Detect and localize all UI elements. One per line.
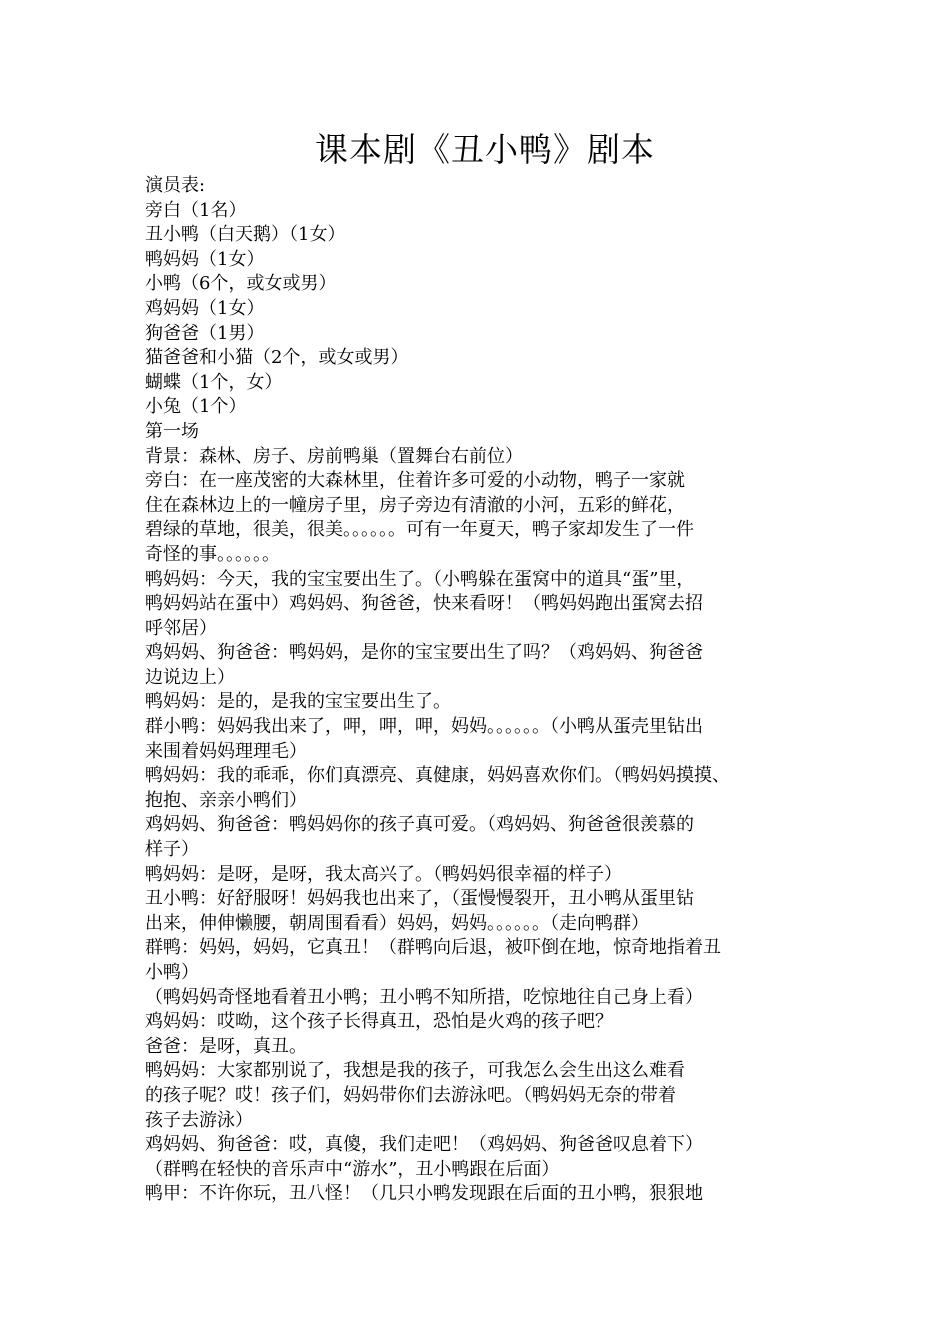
script-line: 抱抱、亲亲小鸭们） [145, 789, 307, 811]
script-line: 丑小鸭：好舒服呀！妈妈我也出来了，（蛋慢慢裂开，丑小鸭从蛋里钻 [145, 888, 694, 910]
script-line: 小鸭（6个，或女或男） [145, 273, 337, 295]
script-line: 来围着妈妈理理毛） [145, 740, 307, 762]
script-line: 的孩子呢？哎！孩子们，妈妈带你们去游泳吧。（鸭妈妈无奈的带着 [145, 1084, 676, 1106]
script-line: 呼邻居） [145, 617, 217, 639]
script-line: 鸭妈妈：我的乖乖，你们真漂亮、真健康，妈妈喜欢你们。（鸭妈妈摸摸、 [145, 765, 730, 787]
script-line: 背景：森林、房子、房前鸭巢（置舞台右前位） [145, 445, 523, 467]
script-line: 鸭妈妈：大家都别说了，我想是我的孩子，可我怎么会生出这么难看 [145, 1060, 685, 1082]
script-line: 狗爸爸（1男） [145, 322, 265, 344]
script-line: 爸爸：是呀，真丑。 [145, 1035, 307, 1057]
script-line: 旁白：在一座茂密的大森林里，住着许多可爱的小动物，鸭子一家就 [145, 470, 685, 492]
script-line: 鸡妈妈：哎呦，这个孩子长得真丑，恐怕是火鸡的孩子吧？ [145, 1011, 613, 1033]
script-line: 鸡妈妈、狗爸爸：鸭妈妈你的孩子真可爱。（鸡妈妈、狗爸爸很羡慕的 [145, 814, 694, 836]
script-line: 孩子去游泳） [145, 1109, 253, 1131]
script-line: 鸭妈妈（1女） [145, 248, 265, 270]
script-line: 猫爸爸和小猫（2个，或女或男） [145, 347, 409, 369]
script-line: 鸡妈妈、狗爸爸：哎，真傻，我们走吧！（鸡妈妈、狗爸爸叹息着下） [145, 1134, 703, 1156]
script-line: 鸡妈妈、狗爸爸：鸭妈妈，是你的宝宝要出生了吗？（鸡妈妈、狗爸爸 [145, 642, 703, 664]
document-title: 课本剧《丑小鸭》剧本 [315, 130, 655, 169]
script-line: 鸭甲：不许你玩，丑八怪！（几只小鸭发现跟在后面的丑小鸭，狠狠地 [145, 1183, 703, 1205]
script-body [145, 174, 825, 1207]
script-line: （鸭妈妈奇怪地看着丑小鸭；丑小鸭不知所措，吃惊地往自己身上看） [145, 986, 703, 1008]
script-line: （群鸭在轻快的音乐声中“游水”，丑小鸭跟在后面） [145, 1158, 560, 1180]
script-line: 蝴蝶（1个，女） [145, 371, 283, 393]
script-line: 鸭妈妈：是呀，是呀，我太高兴了。（鸭妈妈很幸福的样子） [145, 863, 622, 885]
script-line: 丑小鸭（白天鹅）（1女） [145, 224, 346, 246]
script-line: 群小鸭：妈妈我出来了，呷，呷，呷，妈妈。。。。。。（小鸭从蛋壳里钻出 [145, 716, 703, 738]
script-line: 小兔（1个） [145, 396, 247, 418]
script-line: 鸭妈妈：是的，是我的宝宝要出生了。 [145, 691, 451, 713]
script-line: 群鸭：妈妈，妈妈，它真丑！（群鸭向后退，被吓倒在地，惊奇地指着丑 [145, 937, 721, 959]
script-line: 住在森林边上的一幢房子里，房子旁边有清澈的小河，五彩的鲜花， [145, 494, 685, 516]
script-line: 奇怪的事。。。。。。 [145, 543, 280, 565]
script-line: 旁白（1名） [145, 199, 247, 221]
script-line: 鸭妈妈站在蛋中）鸡妈妈、狗爸爸，快来看呀！（鸭妈妈跑出蛋窝去招 [145, 593, 703, 615]
script-line: 碧绿的草地，很美，很美。。。。。。可有一年夏天，鸭子家却发生了一件 [145, 519, 694, 541]
document-page [145, 128, 825, 1207]
script-line: 第一场 [145, 420, 199, 442]
script-line: 鸭妈妈：今天，我的宝宝要出生了。（小鸭躲在蛋窝中的道具“蛋”里， [145, 568, 695, 590]
script-line: 样子） [145, 839, 199, 861]
script-line: 小鸭） [145, 962, 199, 983]
script-line: 鸡妈妈（1女） [145, 297, 265, 319]
script-line: 演员表: [145, 175, 206, 196]
script-line: 出来，伸伸懒腰，朝周围看看）妈妈，妈妈。。。。。。（走向鸭群） [145, 912, 649, 934]
script-line: 边说边上） [145, 666, 235, 688]
